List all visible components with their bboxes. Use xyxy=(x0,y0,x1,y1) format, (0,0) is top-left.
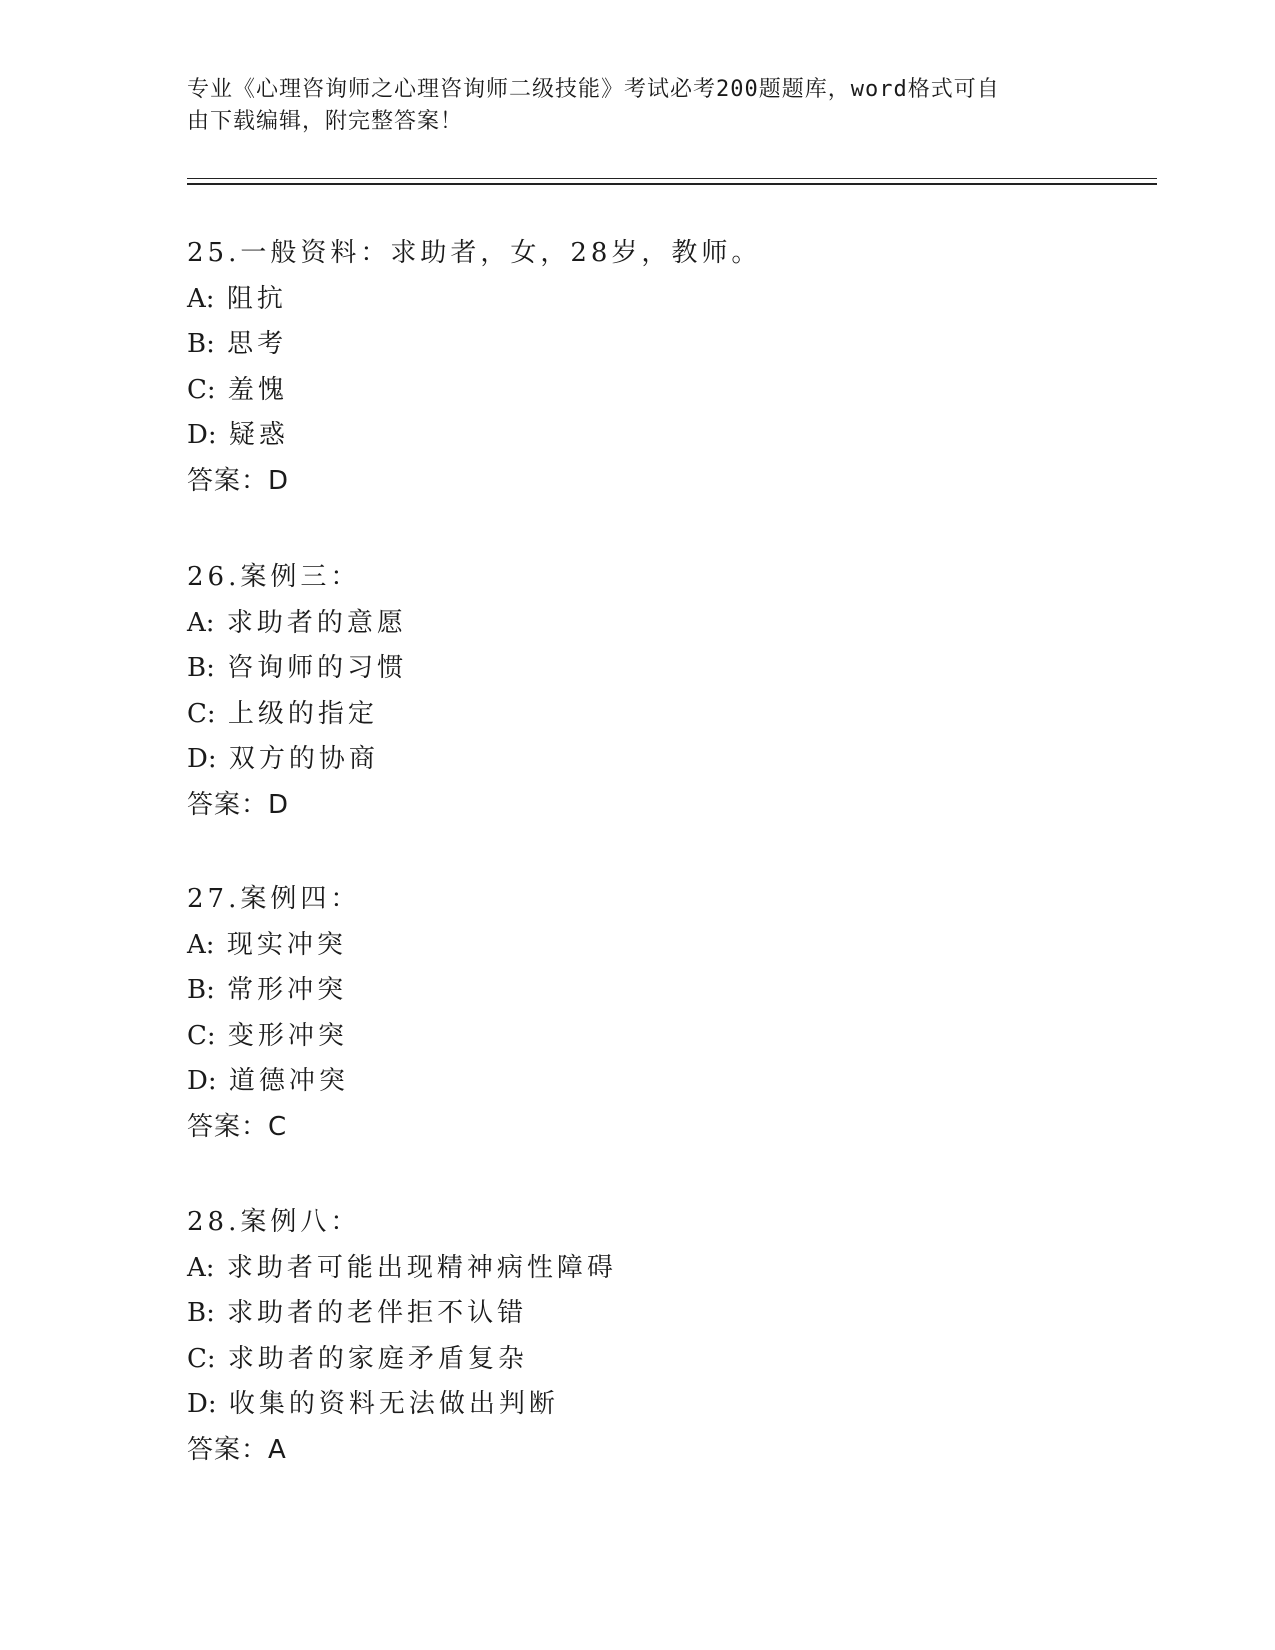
option-letter: A: xyxy=(187,283,215,314)
option-letter: D: xyxy=(187,744,217,774)
question-block xyxy=(187,231,1087,504)
option-text: 思考 xyxy=(227,329,288,359)
option-letter: B: xyxy=(187,329,215,359)
option-letter: D: xyxy=(187,1389,217,1419)
option-d xyxy=(187,413,1087,459)
option-b xyxy=(187,1291,1087,1337)
answer-line: 答案：D xyxy=(187,465,290,496)
option-text: 阻抗 xyxy=(226,283,287,314)
option-c xyxy=(187,1337,1087,1383)
question-block xyxy=(187,1200,1087,1473)
option-text: 现实冲突 xyxy=(226,929,347,960)
option-text: 咨询师的习惯 xyxy=(227,653,408,683)
option-b xyxy=(187,322,1087,368)
option-c xyxy=(187,692,1087,738)
question-stem: 26.案例三： xyxy=(187,562,361,592)
document-header xyxy=(187,74,1067,138)
option-letter: B: xyxy=(187,975,215,1005)
option-letter: C: xyxy=(187,1343,216,1374)
question-block xyxy=(187,877,1087,1150)
option-a xyxy=(187,277,1087,323)
option-letter: D: xyxy=(187,420,217,450)
option-text: 求助者可能出现精神病性障碍 xyxy=(226,1252,617,1283)
option-letter: A: xyxy=(187,607,215,638)
answer-line: 答案：A xyxy=(187,1434,287,1465)
question-stem: 27.案例四： xyxy=(187,884,361,914)
option-letter: C: xyxy=(187,1020,216,1051)
option-letter: A: xyxy=(187,929,215,960)
option-d xyxy=(187,737,1087,783)
option-text: 双方的协商 xyxy=(228,744,379,774)
option-letter: B: xyxy=(187,653,215,683)
option-text: 变形冲突 xyxy=(227,1020,348,1051)
option-c xyxy=(187,1014,1087,1060)
option-c xyxy=(187,368,1087,414)
option-b xyxy=(187,646,1087,692)
option-letter: A: xyxy=(187,1252,215,1283)
option-a xyxy=(187,601,1087,647)
option-text: 收集的资料无法做出判断 xyxy=(228,1389,559,1419)
question-stem: 25.一般资料：求助者，女，28岁，教师。 xyxy=(187,238,762,268)
option-letter: B: xyxy=(187,1298,215,1328)
option-letter: D: xyxy=(187,1066,217,1096)
option-text: 道德冲突 xyxy=(228,1066,349,1096)
option-a xyxy=(187,923,1087,969)
option-text: 求助者的意愿 xyxy=(226,607,407,638)
option-text: 羞愧 xyxy=(227,374,288,405)
option-text: 常形冲突 xyxy=(227,975,348,1005)
option-a xyxy=(187,1246,1087,1292)
option-b xyxy=(187,968,1087,1014)
option-letter: C: xyxy=(187,374,216,405)
option-letter: C: xyxy=(187,698,216,729)
option-text: 疑惑 xyxy=(228,420,289,450)
question-stem: 28.案例八： xyxy=(187,1207,361,1237)
header-divider-thick xyxy=(187,183,1157,185)
header-line-2: 由下载编辑，附完整答案！ xyxy=(187,109,464,134)
option-text: 上级的指定 xyxy=(227,698,378,729)
option-d xyxy=(187,1059,1087,1105)
header-divider-thin xyxy=(187,178,1157,179)
question-block xyxy=(187,555,1087,828)
option-text: 求助者的老伴拒不认错 xyxy=(227,1298,528,1328)
answer-line: 答案：C xyxy=(187,1111,288,1142)
option-text: 求助者的家庭矛盾复杂 xyxy=(227,1343,528,1374)
header-line-1: 专业《心理咨询师之心理咨询师二级技能》考试必考200题题库，word格式可自 xyxy=(187,77,1000,102)
option-d xyxy=(187,1382,1087,1428)
answer-line: 答案：D xyxy=(187,789,290,820)
